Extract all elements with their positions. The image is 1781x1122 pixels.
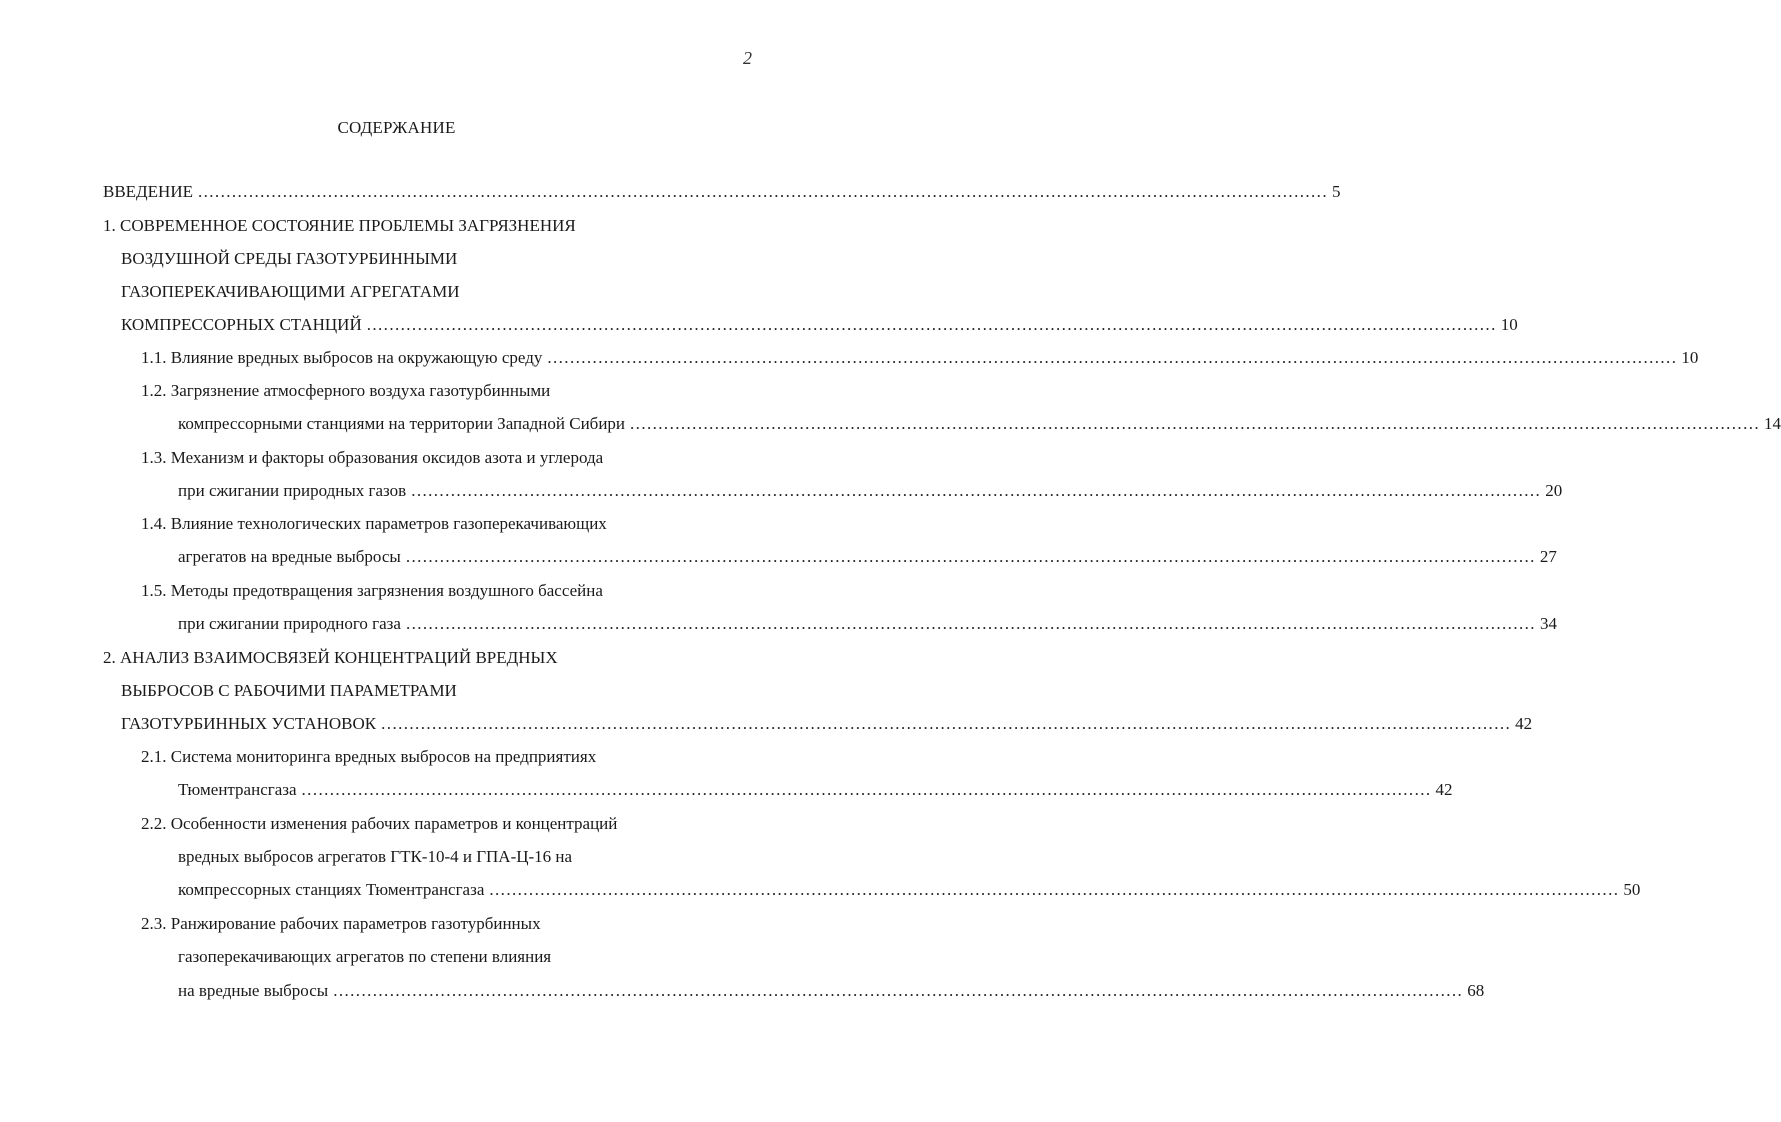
toc-entry — [103, 647, 558, 669]
dot-leader: ........................................................................................................................................................................................................ — [405, 614, 1536, 633]
toc-entry-text: 1.2. Загрязнение атмосферного воздуха газотурбинными — [141, 381, 551, 400]
page-number: 2 — [743, 48, 752, 68]
toc-entry — [121, 314, 1518, 336]
toc-entry-page: 10 — [1681, 348, 1699, 367]
toc-entry — [178, 779, 1453, 801]
toc-entry — [103, 215, 576, 237]
toc-entry — [178, 879, 1641, 901]
toc-entry-text: ГАЗОТУРБИННЫХ УСТАНОВОК — [121, 714, 377, 733]
toc-entry — [178, 946, 551, 968]
toc-entry — [121, 248, 457, 270]
toc-entry-page: 42 — [1435, 780, 1453, 799]
toc-entry-text: газоперекачивающих агрегатов по степени влияния — [178, 947, 552, 966]
toc-entry-page: 14 — [1764, 414, 1781, 433]
toc-entry-text: 2.1. Система мониторинга вредных выбросов на предприятиях — [141, 747, 597, 766]
toc-entry — [178, 613, 1557, 635]
toc-entry-text: 1.3. Механизм и факторы образования оксидов азота и углерода — [141, 448, 604, 467]
dot-leader: ........................................................................................................................................................................................................ — [411, 481, 1542, 500]
toc-entry-text: агрегатов на вредные выбросы — [178, 547, 401, 566]
toc-entry-text: при сжигании природных газов — [178, 481, 407, 500]
toc-entry — [141, 913, 541, 935]
toc-entry — [121, 281, 459, 303]
toc-entry — [121, 713, 1533, 735]
toc-entry-page: 42 — [1515, 714, 1533, 733]
toc-entry — [178, 980, 1485, 1002]
toc-entry-text: на вредные выбросы — [178, 981, 329, 1000]
toc-entry-text: 1.4. Влияние технологических параметров газоперекачивающих — [141, 514, 607, 533]
toc-entry-text: компрессорных станциях Тюментрансгаза — [178, 880, 485, 899]
toc-entry-page: 10 — [1500, 315, 1518, 334]
toc-entry-text: 2. АНАЛИЗ ВЗАИМОСВЯЗЕЙ КОНЦЕНТРАЦИЙ ВРЕДНЫХ — [103, 648, 558, 667]
toc-entry-page: 50 — [1623, 880, 1641, 899]
toc-entry — [103, 181, 1341, 203]
toc-entry — [141, 513, 607, 535]
page-title: СОДЕРЖАНИЕ — [337, 118, 456, 137]
dot-leader: ........................................................................................................................................................................................................ — [547, 348, 1678, 367]
toc-entry-text: ВЫБРОСОВ С РАБОЧИМИ ПАРАМЕТРАМИ — [121, 681, 457, 700]
toc-entry-page: 34 — [1539, 614, 1557, 633]
toc-entry — [178, 480, 1563, 502]
toc-entry-text: Тюментрансгаза — [178, 780, 297, 799]
toc-entry-text: 1.5. Методы предотвращения загрязнения воздушного бассейна — [141, 581, 603, 600]
toc-entry — [141, 447, 603, 469]
dot-leader: ........................................................................................................................................................................................................ — [366, 315, 1497, 334]
dot-leader: ........................................................................................................................................................................................................ — [333, 981, 1464, 1000]
toc-entry — [141, 580, 603, 602]
toc-entry — [178, 413, 1781, 435]
toc-entry — [141, 746, 596, 768]
toc-entry-text: вредных выбросов агрегатов ГТК-10-4 и ГПА-Ц-16 на — [178, 847, 573, 866]
toc-entry — [121, 680, 457, 702]
dot-leader: ........................................................................................................................................................................................................ — [630, 414, 1761, 433]
toc-entry-text: 2.2. Особенности изменения рабочих параметров и концентраций — [141, 814, 618, 833]
dot-leader: ........................................................................................................................................................................................................ — [381, 714, 1512, 733]
toc-entry-page: 27 — [1539, 547, 1557, 566]
toc-entry-text: при сжигании природного газа — [178, 614, 401, 633]
toc-entry-text: компрессорными станциями на территории Западной Сибири — [178, 414, 626, 433]
toc-entry-text: 2.3. Ранжирование рабочих параметров газотурбинных — [141, 914, 541, 933]
toc-entry-page: 20 — [1545, 481, 1563, 500]
toc-entry-text: ВВЕДЕНИЕ — [103, 182, 193, 201]
toc-entry-text: 1.1. Влияние вредных выбросов на окружающую среду — [141, 348, 543, 367]
toc-entry-text: 1. СОВРЕМЕННОЕ СОСТОЯНИЕ ПРОБЛЕМЫ ЗАГРЯЗНЕНИЯ — [103, 216, 576, 235]
toc-entry — [141, 380, 550, 402]
dot-leader: ........................................................................................................................................................................................................ — [489, 880, 1620, 899]
toc-entry-text: КОМПРЕССОРНЫХ СТАНЦИЙ — [121, 315, 362, 334]
toc-entry — [141, 813, 617, 835]
dot-leader: ........................................................................................................................................................................................................ — [405, 547, 1536, 566]
dot-leader: ........................................................................................................................................................................................................ — [301, 780, 1432, 799]
toc-entry-text: ВОЗДУШНОЙ СРЕДЫ ГАЗОТУРБИННЫМИ — [121, 249, 458, 268]
dot-leader: ........................................................................................................................................................................................................ — [197, 182, 1328, 201]
toc-entry-page: 68 — [1467, 981, 1485, 1000]
toc-entry — [178, 846, 572, 868]
toc-entry-page: 5 — [1331, 182, 1341, 201]
toc-entry-text: ГАЗОПЕРЕКАЧИВАЮЩИМИ АГРЕГАТАМИ — [121, 282, 460, 301]
toc-entry — [178, 546, 1557, 568]
toc-entry — [141, 347, 1699, 369]
